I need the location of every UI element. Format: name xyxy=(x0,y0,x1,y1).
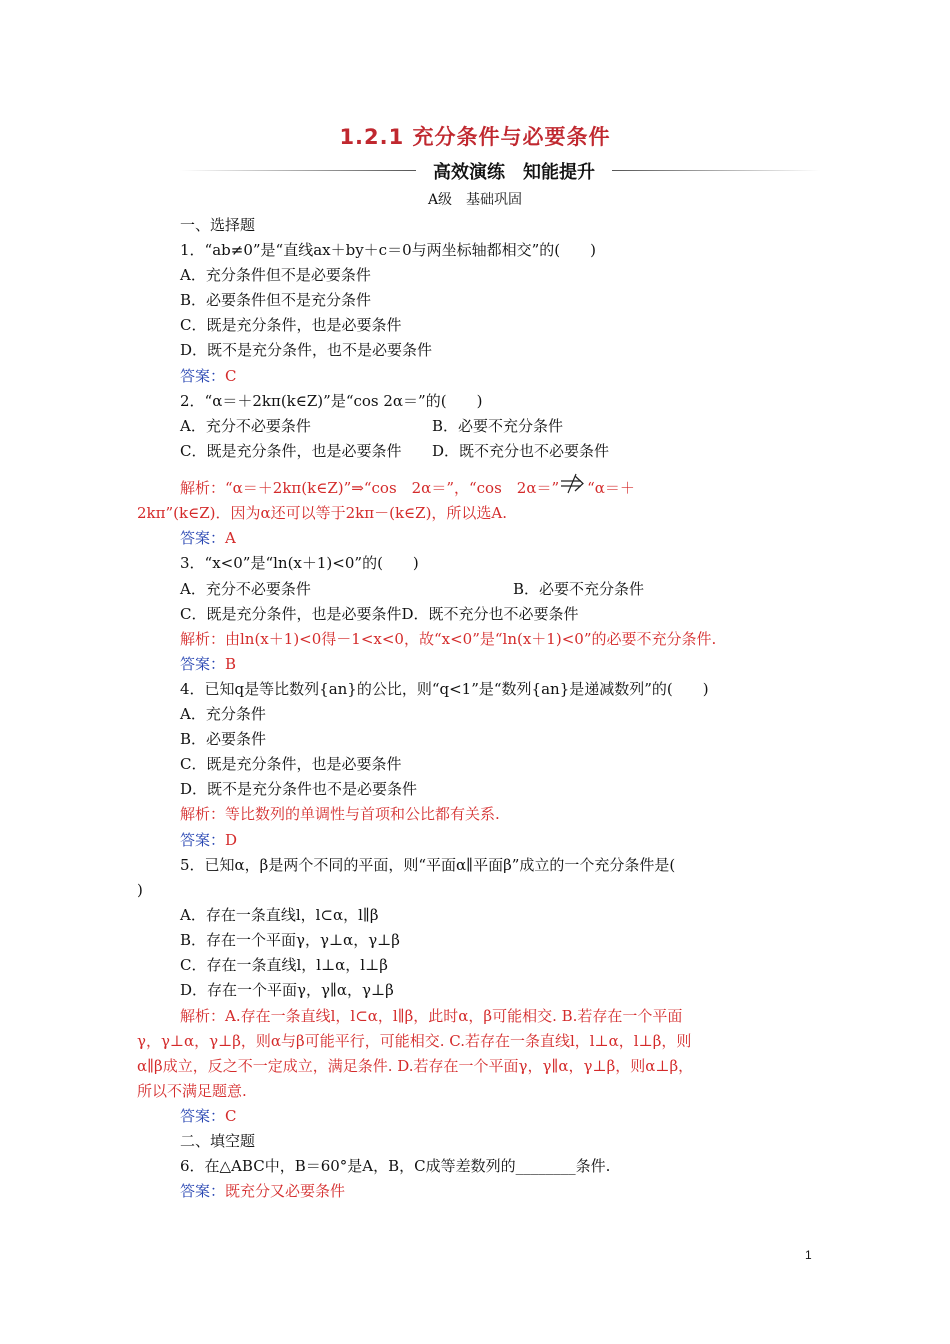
question-2-analysis-line-1 xyxy=(180,476,635,501)
answer-value: C xyxy=(225,367,237,385)
answer-label: 答案： xyxy=(180,655,226,673)
answer-label: 答案： xyxy=(180,529,226,547)
answer-value: B xyxy=(225,655,237,673)
divider-right xyxy=(612,170,820,171)
question-3-option-b: B．必要不充分条件 xyxy=(513,580,645,598)
level-heading: A级 基础巩固 xyxy=(427,192,523,208)
answer-label: 答案： xyxy=(180,831,226,849)
section-heading-choice: 一、选择题 xyxy=(180,216,256,234)
analysis-text: “α＝＋ xyxy=(587,479,635,497)
question-2-answer xyxy=(180,526,236,551)
question-2-option-c: C．既是充分条件，也是必要条件 xyxy=(180,442,402,460)
question-5-analysis-line-4: 所以不满足题意. xyxy=(137,1082,247,1100)
question-6-stem: 6．在△ABC中，B＝60°是A，B，C成等差数列的________条件. xyxy=(180,1157,611,1175)
answer-value: C xyxy=(225,1107,237,1125)
page-number: 1 xyxy=(805,1248,812,1262)
subtitle-banner xyxy=(180,158,820,184)
question-3-answer xyxy=(180,652,236,677)
page-title: 1.2.1 充分条件与必要条件 xyxy=(339,125,611,149)
section-heading-fill: 二、填空题 xyxy=(180,1132,256,1150)
question-3-option-a: A．充分不必要条件 xyxy=(180,580,311,598)
question-5-stem-line-1: 5．已知α，β是两个不同的平面，则“平面α∥平面β”成立的一个充分条件是( xyxy=(180,856,676,874)
question-2-option-b: B．必要不充分条件 xyxy=(432,417,564,435)
question-1-answer xyxy=(180,364,237,389)
question-5-option-c: C．存在一条直线l，l⊥α，l⊥β xyxy=(180,956,388,974)
answer-value: 既充分又必要条件 xyxy=(225,1182,346,1200)
question-5-stem-line-2: ) xyxy=(137,881,143,899)
answer-label: 答案： xyxy=(180,1182,226,1200)
divider-left xyxy=(180,170,416,171)
question-5-analysis-line-2: γ，γ⊥α，γ⊥β，则α与β可能平行，可能相交. C.若存在一条直线l，l⊥α，l⊥β，则 xyxy=(137,1032,692,1050)
answer-value: A xyxy=(225,529,236,547)
question-4-option-c: C．既是充分条件，也是必要条件 xyxy=(180,755,402,773)
question-3-option-cd: C．既是充分条件，也是必要条件D．既不充分也不必要条件 xyxy=(180,605,579,623)
question-5-option-b: B．存在一个平面γ，γ⊥α，γ⊥β xyxy=(180,931,400,949)
question-5-option-d: D．存在一个平面γ，γ∥α，γ⊥β xyxy=(180,981,394,999)
question-2-option-a: A．充分不必要条件 xyxy=(180,417,311,435)
question-4-option-a: A．充分条件 xyxy=(180,705,266,723)
question-4-option-b: B．必要条件 xyxy=(180,730,267,748)
question-4-answer xyxy=(180,828,237,853)
question-4-analysis: 解析：等比数列的单调性与首项和公比都有关系. xyxy=(180,805,500,823)
question-2-stem: 2．“α＝＋2kπ(k∈Z)”是“cos 2α＝”的( ) xyxy=(180,392,483,410)
question-4-option-d: D．既不是充分条件也不是必要条件 xyxy=(180,780,418,798)
subtitle: 高效演练 知能提升 xyxy=(433,162,595,183)
question-5-analysis-line-1: 解析：A.存在一条直线l，l⊂α，l∥β，此时α，β可能相交. B.若存在一个平面 xyxy=(180,1007,683,1025)
question-2-analysis-line-2: 2kπ”(k∈Z)．因为α还可以等于2kπ－(k∈Z)，所以选A. xyxy=(137,504,508,522)
answer-value: D xyxy=(225,831,238,849)
question-1-option-a: A．充分条件但不是必要条件 xyxy=(180,266,371,284)
question-6-answer xyxy=(180,1179,345,1204)
question-3-stem: 3．“x<0”是“ln(x＋1)<0”的( ) xyxy=(180,554,419,572)
question-1-option-b: B．必要条件但不是充分条件 xyxy=(180,291,372,309)
question-5-option-a: A．存在一条直线l，l⊂α，l∥β xyxy=(180,906,379,924)
question-1-option-c: C．既是充分条件，也是必要条件 xyxy=(180,316,402,334)
answer-label: 答案： xyxy=(180,1107,226,1125)
question-5-analysis-line-3: α∥β成立，反之不一定成立，满足条件. D.若存在一个平面γ，γ∥α，γ⊥β，则α⊥β， xyxy=(137,1057,694,1075)
question-4-stem: 4．已知q是等比数列{an}的公比，则“q<1”是“数列{an}是递减数列”的( ) xyxy=(180,680,709,698)
question-5-answer xyxy=(180,1104,237,1129)
question-3-analysis: 解析：由ln(x＋1)<0得－1<x<0，故“x<0”是“ln(x＋1)<0”的必要不充分条件. xyxy=(180,630,717,648)
question-1-stem: 1．“ab≠0”是“直线ax＋by＋c＝0与两坐标轴都相交”的( ) xyxy=(180,241,597,259)
analysis-text: 解析：“α＝＋2kπ(k∈Z)”⇒“cos 2α＝”，“cos 2α＝” xyxy=(180,479,560,497)
question-1-option-d: D．既不是充分条件，也不是必要条件 xyxy=(180,341,433,359)
not-implies-icon xyxy=(559,479,587,495)
answer-label: 答案： xyxy=(180,367,226,385)
question-2-option-d: D．既不充分也不必要条件 xyxy=(432,442,610,460)
